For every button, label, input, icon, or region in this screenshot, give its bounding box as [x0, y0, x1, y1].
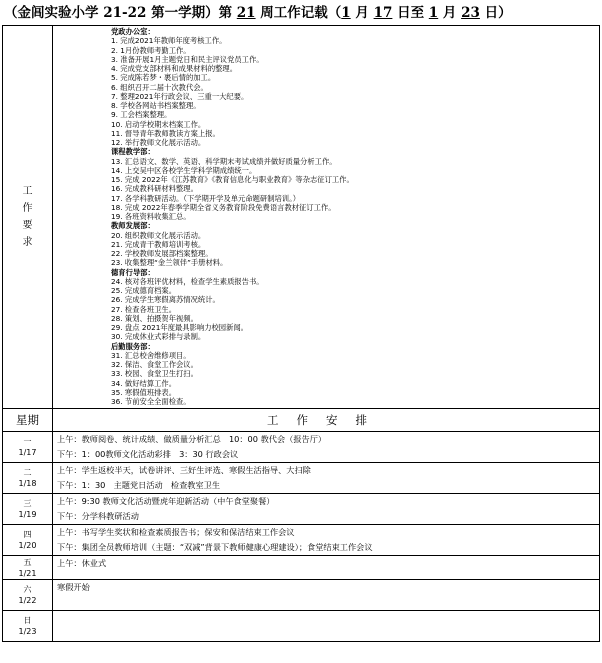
weekday-name: 四 — [23, 530, 32, 540]
requirement-item: 1. 完成2021年教师年度考核工作。 — [111, 36, 227, 46]
weekday-name: 二 — [23, 468, 32, 478]
plan-line: 上午：教师阅卷、统计成绩、做质量分析汇总 10：00 教代会（报告厅） — [57, 434, 327, 445]
requirement-item: 11. 督导青年教师教读方案上报。 — [111, 128, 220, 138]
requirement-item: 26. 完成学生寒假离苏情况统计。 — [111, 295, 220, 305]
requirement-item: 21. 完成青干教师培训考核。 — [111, 239, 206, 249]
plan-line: 寒假开始 — [57, 582, 90, 593]
day-plan — [53, 494, 600, 525]
plan-line: 下午：分学科教研活动 — [57, 511, 139, 522]
requirement-item: 20. 组织教师文化展示活动。 — [111, 230, 206, 240]
end-month: 1 — [428, 5, 439, 21]
plan-line: 下午：1：00教师文化活动彩排 3：30 行政会议 — [57, 449, 239, 460]
requirement-item: 5. 完成陈若梦・裹后情的加工。 — [111, 73, 216, 83]
end-day: 23 — [461, 5, 480, 21]
plan-line: 上午：书写学生奖状和检查素质报告书；保安和保洁结束工作会议 — [57, 527, 295, 538]
day-plan — [53, 556, 600, 580]
start-day: 17 — [373, 5, 393, 21]
requirements-row — [3, 26, 600, 409]
requirement-item: 9. 工会档案整理。 — [111, 110, 172, 120]
requirement-item: 6. 组织召开二届十次教代会。 — [111, 82, 208, 92]
requirement-item: 29. 盘点 2021年度最具影响力校园新闻。 — [111, 323, 248, 332]
requirement-item: 8. 学校各网站书档案整理。 — [111, 101, 201, 110]
weekday-name: 三 — [23, 499, 32, 509]
requirement-item: 17. 各学科教研活动。（下学期开学及单元命题研制培训。） — [111, 193, 301, 203]
day-plan — [53, 432, 600, 463]
requirement-item: 24. 核对各班评优材料，检查学生素质报告书。 — [111, 276, 264, 286]
requirement-item: 15. 完成 2022年《江苏教育》《教育信息化与职业教育》等杂志征订工作。 — [111, 175, 354, 184]
plan-line: 上午：学生返校半天，试卷讲评、三好生评选、寒假生活指导、大扫除 — [57, 465, 311, 476]
requirement-item: 27. 检查各班卫生。 — [111, 304, 177, 314]
requirement-section: 后勤服务部： — [111, 341, 155, 351]
requirement-item: 10. 启动学校期末档案工作。 — [111, 119, 206, 129]
requirement-item: 22. 学校教师发展部档案整理。 — [111, 249, 213, 258]
weekday-name: 一 — [23, 437, 32, 447]
schedule-row — [3, 580, 600, 611]
day-cell — [3, 580, 53, 611]
schedule-row — [3, 611, 600, 642]
requirement-section: 教师发展部： — [111, 221, 155, 231]
day-date: 1/17 — [18, 448, 37, 458]
weekday-name: 六 — [23, 585, 32, 595]
schedule-row — [3, 463, 600, 494]
requirement-item: 12. 举行教师文化展示活动。 — [111, 138, 206, 147]
day-header: 星期 — [3, 409, 53, 432]
schedule-row — [3, 432, 600, 463]
schedule-body — [3, 432, 600, 642]
day-date: 1/21 — [18, 568, 37, 578]
requirement-item: 35. 寒假值班排表。 — [111, 387, 177, 397]
requirement-item: 3. 准备开展1月主题党日和民主评议党员工作。 — [111, 54, 264, 64]
plan-line: 下午：集团全员教师培训（主题：“双减”背景下教师健康心理建设）；食堂结束工作会议 — [57, 542, 373, 553]
day-date: 1/22 — [18, 596, 37, 606]
requirement-item: 16. 完成教科研材料整理。 — [111, 184, 198, 194]
requirement-item: 18. 完成 2022年春季学期全省义务教育阶段免费语言教材征订工作。 — [111, 202, 336, 212]
day-cell — [3, 556, 53, 580]
requirement-item: 36. 节前安全全面检查。 — [111, 397, 191, 406]
day-date: 1/18 — [18, 479, 37, 489]
requirement-item: 19. 各班资料收集汇总。 — [111, 212, 191, 221]
day-plan — [53, 463, 600, 494]
requirements-list — [53, 26, 600, 409]
requirement-item: 13. 汇总语文、数学、英语、科学期末考试成绩并做好质量分析工作。 — [111, 156, 337, 166]
requirement-item: 31. 汇总校舍维修项目。 — [111, 350, 191, 360]
requirement-item: 33. 校园、食堂卫生打扫。 — [111, 369, 198, 379]
day-date: 1/23 — [18, 627, 37, 637]
week-number: 21 — [236, 5, 256, 21]
requirement-section: 党政办公室： — [111, 27, 155, 36]
plan-header: 工作安排 — [53, 409, 600, 432]
day-cell — [3, 463, 53, 494]
plan-line: 上午：9:30 教师文化活动暨虎年迎新活动（中午食堂聚餐） — [57, 496, 275, 507]
day-date: 1/20 — [18, 541, 37, 551]
page-title: （金闾实验小学 21-22 第一学期）第 21 周工作记载（1 月 17 日至 1 月 23 日） — [4, 5, 512, 21]
requirement-item: 14. 上交吴中区各校学生学科学期成绩统一。 — [111, 165, 257, 175]
requirement-item: 30. 完成休业式彩排与录制。 — [111, 332, 206, 342]
weekday-name: 日 — [23, 616, 32, 626]
weekday-name: 五 — [23, 557, 32, 567]
requirement-item: 7. 整理2021年行政会议、三重一大纪要。 — [111, 91, 249, 101]
day-cell — [3, 611, 53, 642]
schedule-header-row — [3, 409, 600, 432]
day-plan — [53, 525, 600, 556]
requirement-item: 32. 保洁、食堂工作会议。 — [111, 360, 198, 369]
requirement-item: 28. 策划、拍摄贺年视频。 — [111, 313, 198, 323]
schedule-row — [3, 494, 600, 525]
requirement-item: 4. 完成党支部材料和成果材料的整理。 — [111, 64, 238, 73]
schedule-row — [3, 525, 600, 556]
day-date: 1/19 — [18, 510, 37, 520]
schedule-row — [3, 556, 600, 580]
day-cell — [3, 432, 53, 463]
plan-line: 下午：1：30 主题党日活动 检查教室卫生 — [57, 480, 221, 491]
day-cell — [3, 494, 53, 525]
day-plan — [53, 611, 600, 642]
day-plan — [53, 580, 600, 611]
requirement-item: 25. 完成德育档案。 — [111, 286, 177, 295]
requirements-label: 工 作 要 求 — [3, 26, 53, 409]
requirement-item: 34. 做好结算工作。 — [111, 378, 177, 388]
requirement-section: 德育行导部： — [111, 267, 155, 277]
requirement-section: 课程教学部： — [111, 147, 155, 157]
start-month: 1 — [341, 5, 351, 21]
requirement-item: 2. 1月份教师考勤工作。 — [111, 45, 191, 55]
work-record-table — [2, 25, 600, 642]
day-cell — [3, 525, 53, 556]
plan-line: 上午：休业式 — [57, 558, 107, 569]
requirement-item: 23. 收集整理“金兰领伴”手册材料。 — [111, 258, 228, 268]
